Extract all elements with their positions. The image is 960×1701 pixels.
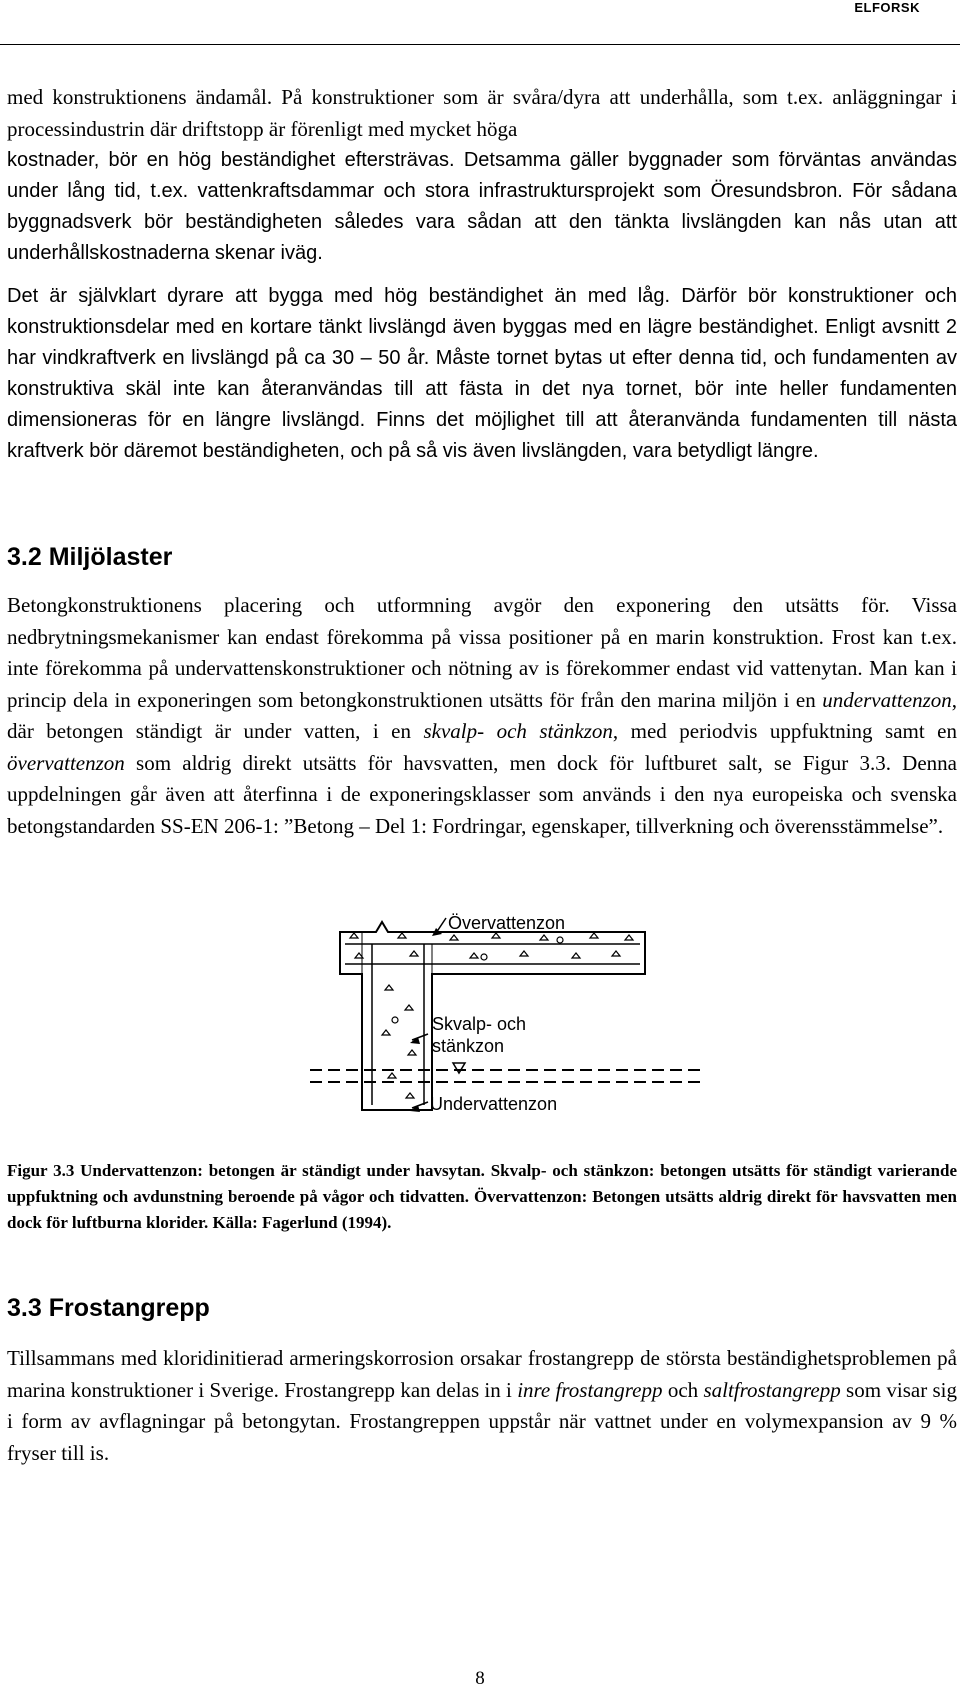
label-overvattenzon: Övervattenzon [448, 913, 566, 933]
label-undervattenzon: Undervattenzon [430, 1094, 558, 1114]
section-3-3 [7, 1294, 957, 1469]
section-paragraph [7, 590, 957, 842]
water-level-icon [453, 1063, 465, 1073]
term-inre-frostangrepp: inre frostangrepp [517, 1377, 663, 1402]
brand-logo: ELFORSK [854, 0, 920, 15]
section-paragraph [7, 1343, 957, 1469]
figure-caption: Figur 3.3 Undervattenzon: betongen är ständigt under havsytan. Skvalp- och stänkzon: betongen utsätts för ständigt varierande uppfuktning och avdunstning beroende på vågor och tidvatten. Övervattenzon: Betongen utsätts aldrig direkt för havsvatten men dock för luftburna klorider. Källa: Fagerlund (1994). [7, 1161, 957, 1232]
figure-caption-block [7, 1158, 957, 1236]
section-3-2 [7, 543, 957, 842]
term-undervattenzon: undervattenzon [822, 687, 952, 712]
text-run: Betongkonstruktionens placering och utformning avgör den exponering den utsätts för. Vissa nedbrytningsmekanismer kan endast förekomma på vissa positioner på en marin konstruktion. Frost kan t.ex. inte förekomma på undervattenskonstruktioner och nötning av is förekommer endast vid vattenytan. Man kan i princip dela in exponeringen som betongkonstruktionen utsätts för från den marina miljön i en [7, 593, 957, 712]
text-run: som aldrig direkt utsätts för havsvatten, men dock för luftburet salt, se Figur 3.3. Denna uppdelningen går även att återfinna i de exponeringsklasser som används i den nya europeiska och svenska betongstandarden SS-EN 206-1: ”Betong – Del 1: Fordringar, egenskaper, tillverkning och överensstämmelse”. [7, 750, 957, 838]
page-number: 8 [475, 1668, 485, 1689]
intro-paragraph-1a: med konstruktionens ändamål. På konstruktioner som är svåra/dyra att underhålla, som t.ex. anläggningar i processindustrin där driftstopp är förenligt med mycket höga [7, 85, 957, 141]
section-heading: 3.2 Miljölaster [7, 543, 173, 571]
term-skvalpzon: skvalp- och stänkzon [423, 719, 613, 743]
label-skvalp-1: Skvalp- och [432, 1014, 527, 1034]
text-run: , där betongen ständigt är under vatten, i en [7, 687, 957, 743]
header-rule [0, 44, 960, 45]
label-skvalp-2: stänkzon [432, 1036, 505, 1056]
text-run: som visar sig i form av avflagningar på betongytan. Frostangreppen uppstår när vattnet under en volymexpansion av 9 % fryser till is. [7, 1377, 957, 1465]
section-heading: 3.3 Frostangrepp [7, 1294, 210, 1322]
text-run: Tillsammans med kloridinitierad armeringskorrosion orsakar frostangrepp de största beständighetsproblemen på marina konstruktioner i Sverige. Frostangrepp kan delas in i [7, 1346, 957, 1402]
term-overvattenzon: övervattenzon [7, 750, 125, 775]
text-run: och [662, 1377, 704, 1402]
intro-paragraph-2: Det är självklart dyrare att bygga med hög beständighet än med låg. Därför bör konstruktioner och konstruktionsdelar med en kortare tänkt livslängd även byggas med en lägre beständighet. Enligt avsnitt 2 har vindkraftverk en livslängd på ca 30 – 50 år. Måste tornet bytas ut efter denna tid, och fundamenten av konstruktiva skäl inte kan återanvändas till att fästa in det nya tornet, bör inte heller fundamenten dimensioneras för en längre livslängd. Finns det möjlighet till att återanvända fundamenten till nästa kraftverk bör däremot beständigheten, och på så vis även livslängden, vara betydligt längre. [7, 285, 957, 462]
marine-zones-figure [0, 900, 960, 1140]
text-run: , med periodvis uppfuktning samt en [612, 719, 957, 743]
intro-block [7, 82, 957, 467]
intro-paragraph-1b: kostnader, bör en hög beständighet eftersträvas. Detsamma gäller byggnader som förväntas användas under lång tid, t.ex. vattenkraftsdammar och stora infrastruktursprojekt som Öresundsbron. För sådana byggnadsverk bör beständigheten således vara sådan att den tänkta livslängden kan nås utan att underhållskostnaderna skenar iväg. [7, 149, 957, 264]
term-saltfrostangrepp: saltfrostangrepp [703, 1377, 841, 1402]
